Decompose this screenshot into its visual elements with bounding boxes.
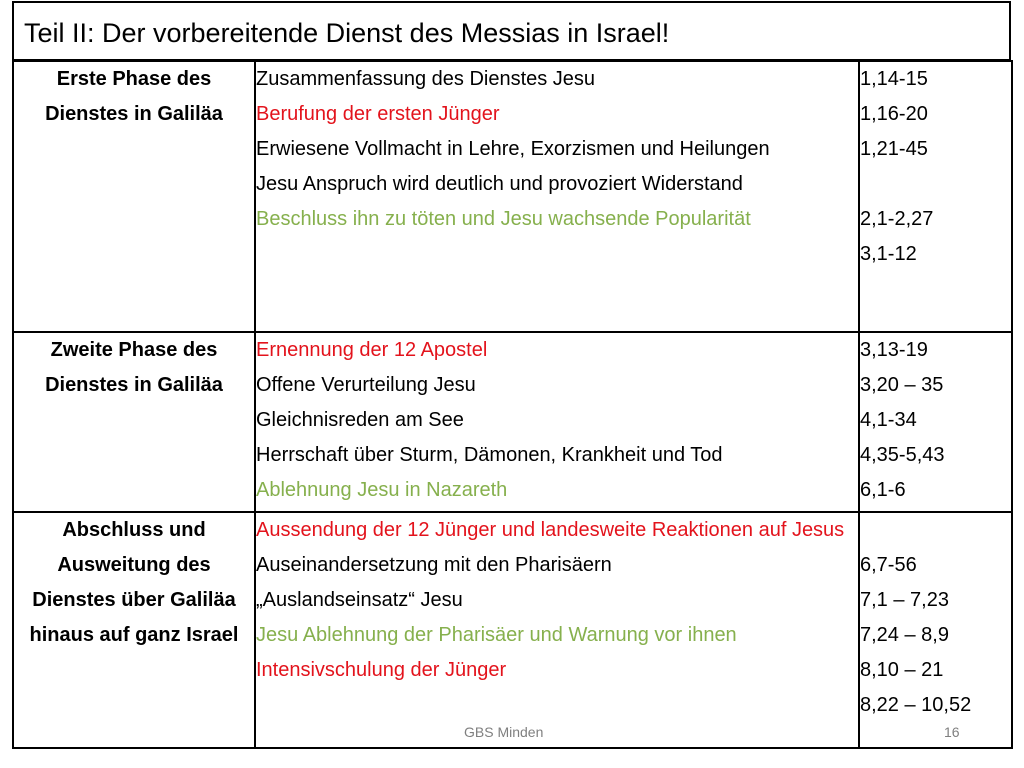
- event-text: Zusammenfassung des Dienstes Jesu: [256, 68, 596, 90]
- scripture-ref: 1,21-45: [860, 138, 928, 160]
- event-text: Jesu Anspruch wird deutlich und provoziert Widerstand: [256, 173, 743, 195]
- phase-cell: [13, 61, 255, 332]
- event-text: Offene Verurteilung Jesu: [256, 374, 476, 396]
- refs-cell: [859, 61, 1012, 332]
- scripture-ref: 4,1-34: [860, 409, 917, 431]
- event-text: Gleichnisreden am See: [256, 409, 464, 431]
- scripture-ref: 6,1-6: [860, 479, 906, 501]
- phase-cell: [13, 332, 255, 512]
- slide-number: 16: [944, 724, 960, 740]
- phase-label: Erste Phase des Dienstes in Galiläa: [45, 68, 223, 125]
- title-box: [12, 1, 1011, 61]
- table-row: [13, 332, 1012, 512]
- scripture-ref: 6,7-56: [860, 554, 917, 576]
- table-row: [13, 512, 1012, 748]
- event-text: Jesu Ablehnung der Pharisäer und Warnung vor ihnen: [256, 624, 737, 646]
- event-text: Auseinandersetzung mit den Pharisäern: [256, 554, 612, 576]
- scripture-ref: 4,35-5,43: [860, 444, 945, 466]
- refs-cell: [859, 332, 1012, 512]
- scripture-ref: 3,20 – 35: [860, 374, 944, 396]
- scripture-ref: 7,1 – 7,23: [860, 589, 949, 611]
- phase-cell: [13, 512, 255, 748]
- event-text: Herrschaft über Sturm, Dämonen, Krankheit und Tod: [256, 444, 723, 466]
- scripture-ref: 1,16-20: [860, 103, 928, 125]
- scripture-ref: 7,24 – 8,9: [860, 624, 949, 646]
- event-text: „Auslandseinsatz“ Jesu: [256, 589, 463, 611]
- event-text: Aussendung der 12 Jünger und landesweite Reaktionen auf Jesus: [256, 519, 845, 541]
- event-text: Intensivschulung der Jünger: [256, 659, 507, 681]
- footer-source: GBS Minden: [464, 724, 544, 740]
- events-cell: [255, 332, 859, 512]
- ref-spacer: [860, 167, 1011, 202]
- event-text: Berufung der ersten Jünger: [256, 103, 500, 125]
- ministry-table: [12, 60, 1013, 749]
- event-text: Beschluss ihn zu töten und Jesu wachsende Popularität: [256, 208, 751, 230]
- events-cell: [255, 512, 859, 748]
- scripture-ref: 1,14-15: [860, 68, 928, 90]
- phase-label: Abschluss und Ausweitung des Dienstes über Galiläa hinaus auf ganz Israel: [29, 519, 239, 646]
- slide-title: Teil II: Der vorbereitende Dienst des Messias in Israel!: [24, 18, 670, 48]
- event-text: Ablehnung Jesu in Nazareth: [256, 479, 508, 501]
- scripture-ref: 8,10 – 21: [860, 659, 944, 681]
- table-row: [13, 61, 1012, 332]
- ref-spacer: [860, 513, 1011, 548]
- event-text: Erwiesene Vollmacht in Lehre, Exorzismen und Heilungen: [256, 138, 770, 160]
- scripture-ref: 2,1-2,27: [860, 208, 934, 230]
- events-cell: [255, 61, 859, 332]
- scripture-ref: 8,22 – 10,52: [860, 694, 972, 716]
- scripture-ref: 3,13-19: [860, 339, 928, 361]
- event-text: Ernennung der 12 Apostel: [256, 339, 488, 361]
- scripture-ref: 3,1-12: [860, 243, 917, 265]
- phase-label: Zweite Phase des Dienstes in Galiläa: [45, 339, 223, 396]
- refs-cell: [859, 512, 1012, 748]
